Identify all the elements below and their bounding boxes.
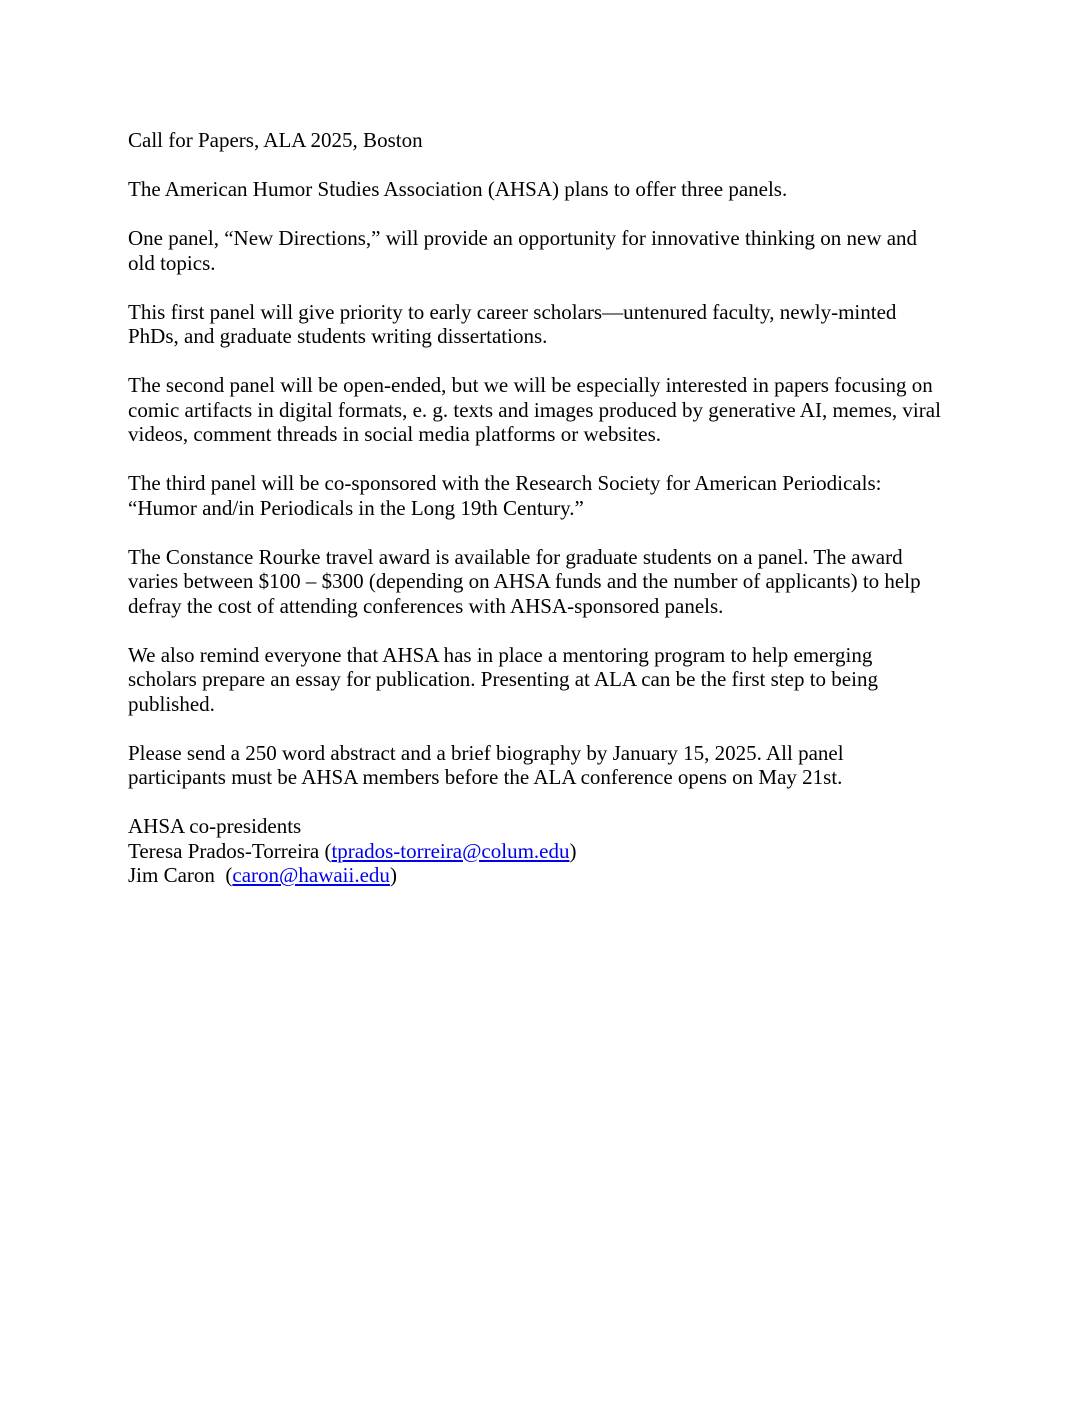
submission-line-2: participants must be AHSA members before the ALA conference opens on May 21st. [128, 765, 843, 789]
signature-title: AHSA co-presidents [128, 814, 302, 838]
award-paragraph [128, 545, 968, 619]
person-2-close: ) [389, 863, 397, 887]
intro-paragraph [128, 177, 968, 202]
award-line-2: varies between $100 – $300 (depending on AHSA funds and the number of applicants) to help [128, 569, 921, 593]
person-1-email-link[interactable]: tprados-torreira@colum.edu [331, 838, 570, 863]
person-2-email-link[interactable]: caron@hawaii.edu [232, 863, 390, 887]
panel-two-line-1: The second panel will be open-ended, but we will be especially interested in papers focusing on [128, 373, 933, 397]
person-1-name: Teresa Prados-Torreira ( [128, 838, 332, 863]
document-page [128, 128, 968, 912]
award-line-3: defray the cost of attending conferences with AHSA-sponsored panels. [128, 593, 724, 618]
panel-one-paragraph [128, 226, 968, 275]
panel-two-line-2: comic artifacts in digital formats, e. g. texts and images produced by generative AI, memes, viral [128, 397, 941, 422]
signature-person-1 [128, 839, 968, 864]
panel-one-line-1: One panel, “New Directions,” will provide an opportunity for innovative thinking on new and [128, 226, 918, 250]
mentoring-line-3: published. [128, 691, 215, 716]
priority-paragraph [128, 300, 968, 349]
mentoring-paragraph [128, 643, 968, 717]
document-heading [128, 128, 968, 153]
submission-line-1: Please send a 250 word abstract and a brief biography by January 15, 2025. All panel [128, 740, 844, 765]
mentoring-line-2: scholars prepare an essay for publication. Presenting at ALA can be the first step to being [128, 667, 878, 691]
panel-two-paragraph [128, 373, 968, 447]
person-1-close: ) [569, 838, 577, 863]
award-line-1: The Constance Rourke travel award is available for graduate students on a panel. The award [128, 544, 903, 569]
signature-block [128, 814, 968, 888]
submission-paragraph [128, 741, 968, 790]
panel-three-paragraph [128, 471, 968, 520]
priority-line-2: PhDs, and graduate students writing dissertations. [128, 324, 548, 348]
panel-three-line-1: The third panel will be co-sponsored with the Research Society for American Periodicals: [128, 471, 882, 495]
mentoring-line-1: We also remind everyone that AHSA has in place a mentoring program to help emerging [128, 642, 873, 667]
person-2-name: Jim Caron ( [128, 863, 233, 887]
panel-two-line-3: videos, comment threads in social media platforms or websites. [128, 422, 662, 446]
intro-line: The American Humor Studies Association (AHSA) plans to offer three panels. [128, 177, 788, 201]
priority-line-1: This first panel will give priority to early career scholars—untenured faculty, newly-minted [128, 299, 897, 324]
panel-one-line-2: old topics. [128, 250, 216, 275]
heading-line: Call for Papers, ALA 2025, Boston [128, 128, 423, 152]
panel-three-line-2: “Humor and/in Periodicals in the Long 19th Century.” [128, 495, 584, 520]
signature-person-2 [128, 863, 968, 888]
